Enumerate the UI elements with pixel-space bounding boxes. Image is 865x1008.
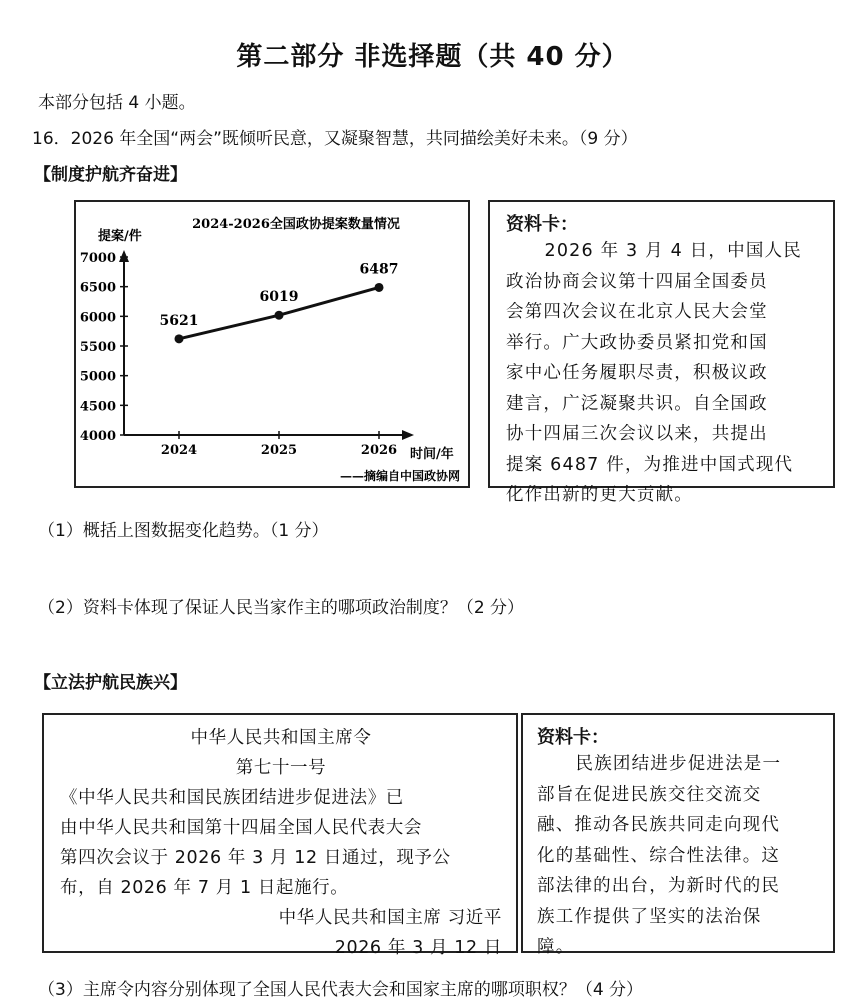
text-line: 提案 6487 件，为推进中国式现代 xyxy=(506,454,794,475)
text-line: 化作出新的更大贡献。 xyxy=(506,485,693,505)
question-16-3: （3）主席令内容分别体现了全国人民代表大会和国家主席的哪项职权？（4 分） xyxy=(38,980,644,1000)
y-tick-label: 4000 xyxy=(79,429,116,444)
y-tick-label: 6500 xyxy=(79,280,116,296)
text-line: 《中华人民共和国民族团结进步促进法》已 xyxy=(60,788,404,808)
info-card-title: 资料卡： xyxy=(506,214,578,235)
y-tick-label: 5500 xyxy=(79,340,116,355)
text-line: 第四次会议于 2026 年 3 月 12 日通过，现予公 xyxy=(60,848,451,868)
question-16-1: （1）概括上图数据变化趋势。（1 分） xyxy=(38,521,329,541)
x-axis-arrow xyxy=(402,430,414,440)
order-number: 第七十一号 xyxy=(235,758,327,778)
y-tick-label: 5000 xyxy=(79,369,116,385)
text-line: 部法律的出台，为新时代的民 xyxy=(537,876,781,896)
chart-y-label: 提案/件 xyxy=(98,229,142,244)
data-point xyxy=(375,283,384,292)
order-date: 2026 年 3 月 12 日 xyxy=(334,938,502,958)
data-label: 6019 xyxy=(259,289,299,306)
x-tick-label: 2026 xyxy=(360,443,398,458)
info-card-title: 资料卡： xyxy=(537,727,609,748)
data-label: 5621 xyxy=(159,312,199,329)
y-tick-label: 6000 xyxy=(79,310,116,326)
text-line: 化的基础性、综合性法律。这 xyxy=(537,845,781,866)
text-line: 融、推动各民族共同走向现代 xyxy=(537,815,781,835)
text-line: 协十四届三次会议以来，共提出 xyxy=(506,424,768,444)
x-tick-label: 2025 xyxy=(260,443,298,458)
text-line: 家中心任务履职尽责，积极议政 xyxy=(506,363,768,383)
chart-x-label: 时间/年 xyxy=(410,447,454,462)
y-axis-arrow xyxy=(119,250,129,262)
text-line: 举行。广大政协委员紧扣党和国 xyxy=(506,332,768,353)
order-signer: 中华人民共和国主席 习近平 xyxy=(278,908,502,928)
text-line: 布，自 2026 年 7 月 1 日起施行。 xyxy=(60,878,349,898)
text-line: 民族团结进步促进法是一 xyxy=(575,754,782,774)
text-line: 政治协商会议第十四届全国委员 xyxy=(506,271,768,292)
text-line: 由中华人民共和国第十四届全国人民代表大会 xyxy=(60,818,422,838)
chart-source: ——摘编自中国政协网 xyxy=(339,469,460,483)
chart-title: 2024-2026全国政协提案数量情况 xyxy=(192,217,400,232)
page-title: 第二部分 非选择题（共 40 分） xyxy=(236,42,629,72)
section-heading-legislation: 【立法护航民族兴】 xyxy=(34,673,187,693)
text-line: 族工作提供了坚实的法治保 xyxy=(537,906,762,927)
text-line: 会第四次会议在北京人民大会堂 xyxy=(506,302,768,322)
text-line: 部旨在促进民族交往交流交 xyxy=(537,784,762,805)
x-tick-label: 2024 xyxy=(160,443,198,458)
data-point xyxy=(275,311,284,320)
question-16-2: （2）资料卡体现了保证人民当家作主的哪项政治制度？（2 分） xyxy=(38,598,525,618)
chart-frame xyxy=(74,200,470,488)
line-chart xyxy=(76,202,468,486)
info-card-cppcc xyxy=(488,200,835,505)
y-tick-label: 7000 xyxy=(79,251,116,266)
y-tick-label: 4500 xyxy=(79,399,116,415)
text-line: 2026 年 3 月 4 日，中国人民 xyxy=(544,241,802,261)
text-line: 障。 xyxy=(537,937,575,957)
question-16: 16．2026 年全国“两会”既倾听民意，又凝聚智慧，共同描绘美好未来。（9 分） xyxy=(32,129,638,149)
data-label: 6487 xyxy=(359,261,399,278)
part-intro: 本部分包括 4 小题。 xyxy=(38,93,196,113)
text-line: 建言，广泛凝聚共识。自全国政 xyxy=(506,393,768,414)
order-heading: 中华人民共和国主席令 xyxy=(190,728,372,748)
info-card-ethnic-unity-law xyxy=(521,713,835,957)
presidential-order-box xyxy=(42,713,518,958)
section-heading-system: 【制度护航齐奋进】 xyxy=(34,165,187,185)
data-point xyxy=(175,334,184,343)
